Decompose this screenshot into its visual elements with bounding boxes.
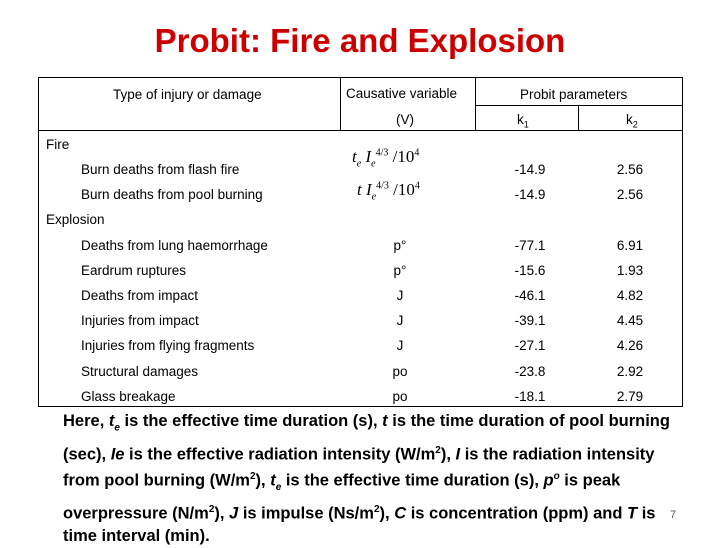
- explosion-row-5-injury: Injuries from flying fragments: [81, 338, 255, 353]
- explosion-row-4-variable: J: [396, 313, 404, 328]
- explosion-row-2-k2: 1.93: [616, 263, 644, 278]
- column-divider-1: [340, 77, 341, 130]
- explosion-row-7-injury: Glass breakage: [81, 389, 176, 404]
- fire-row-1-formula: $t_e$ $I_e^{4/3}$ $/10^4$: [352, 147, 420, 170]
- explosion-row-4-injury: Injuries from impact: [81, 313, 199, 328]
- fire-row-2-injury: Burn deaths from pool burning: [81, 187, 263, 202]
- explosion-row-3-k2: 4.82: [616, 288, 644, 303]
- explosion-row-2-injury: Eardrum ruptures: [81, 263, 187, 278]
- note-superscript: 2: [435, 444, 441, 456]
- k1-label: k: [517, 112, 524, 127]
- note-text: is concentration (ppm) and: [406, 504, 628, 523]
- explosion-row-5-k1: -27.1: [514, 338, 546, 353]
- note-superscript: 2: [373, 504, 380, 516]
- fire-row-1-k1: -14.9: [514, 162, 546, 177]
- explosion-row-4-k2: 4.45: [616, 313, 644, 328]
- note-var-Ie: I: [110, 445, 116, 464]
- note-var-Ie-e: e: [115, 445, 125, 464]
- note-var-te: t: [270, 471, 276, 490]
- note-sub-e: e: [114, 422, 120, 434]
- explosion-row-1-variable: p°: [393, 238, 407, 253]
- header-variable: Causative variable: [346, 86, 458, 101]
- k1-subscript: 1: [523, 119, 529, 130]
- explosion-row-5-variable: J: [396, 338, 404, 353]
- explosion-row-1-injury: Deaths from lung haemorrhage: [81, 238, 268, 253]
- note-text: is the effective time duration (s),: [281, 471, 544, 490]
- explosion-row-1-k2: 6.91: [616, 238, 644, 253]
- header-divider: [38, 130, 683, 131]
- explosion-row-3-variable: J: [396, 288, 404, 303]
- note-text: is the effective time duration (s),: [119, 412, 383, 430]
- slide-title: Probit: Fire and Explosion: [154, 22, 566, 59]
- note-text: is the effective radiation intensity (W/m: [124, 445, 436, 464]
- header-probit: Probit parameters: [520, 87, 628, 102]
- header-k2: [626, 112, 638, 130]
- explosion-row-6-k2: 2.92: [616, 364, 644, 379]
- explosion-row-2-k1: -15.6: [514, 263, 546, 278]
- header-k1: [517, 112, 529, 130]
- column-divider-3: [578, 105, 579, 130]
- header-variable-v: (V): [396, 112, 414, 127]
- note-text: ),: [255, 471, 271, 490]
- note-var-J: J: [229, 504, 239, 523]
- header-injury: Type of injury or damage: [113, 87, 262, 102]
- note-text: ),: [379, 504, 395, 523]
- page-number: 7: [670, 509, 677, 521]
- note-text: is impulse (Ns/m: [238, 504, 374, 523]
- note-text: is peak overpressure (N/m: [63, 471, 621, 523]
- definitions-note: [63, 410, 673, 548]
- fire-row-2-k2: 2.56: [616, 187, 644, 202]
- explosion-row-3-injury: Deaths from impact: [81, 288, 199, 303]
- explosion-row-7-k1: -18.1: [514, 389, 546, 404]
- note-var-I: I: [455, 445, 461, 464]
- explosion-row-2-variable: p°: [393, 263, 407, 278]
- section-explosion: Explosion: [46, 212, 105, 227]
- explosion-row-7-variable: po: [392, 389, 408, 404]
- note-var-T: T: [627, 504, 638, 523]
- note-sub-e: e: [275, 481, 282, 493]
- note-text: ),: [440, 445, 456, 464]
- note-text: is the radiation intensity from pool burning (W/m: [63, 445, 655, 490]
- probit-subheader-rule: [475, 105, 683, 106]
- fire-row-2-k1: -14.9: [514, 187, 546, 202]
- note-var-t: t: [382, 412, 388, 430]
- note-superscript: 2: [208, 504, 215, 516]
- k2-subscript: 2: [632, 119, 638, 130]
- explosion-row-6-injury: Structural damages: [81, 364, 199, 379]
- note-var-C: C: [394, 504, 407, 523]
- fire-row-2-formula: t $I_e^{4/3}$ $/10^4$: [357, 180, 420, 203]
- section-fire: Fire: [46, 137, 70, 152]
- explosion-row-6-k1: -23.8: [514, 364, 546, 379]
- explosion-row-4-k1: -39.1: [514, 313, 546, 328]
- explosion-row-6-variable: po: [392, 364, 408, 379]
- fire-row-1-injury: Burn deaths from flash fire: [81, 162, 240, 177]
- note-text: is the time duration of pool burning (sec),: [63, 412, 670, 464]
- note-sup-o: o: [553, 470, 560, 482]
- note-var-te: t: [108, 412, 115, 430]
- explosion-row-1-k1: -77.1: [514, 238, 546, 253]
- column-divider-2: [475, 77, 476, 130]
- note-text: is time interval (min).: [63, 504, 656, 546]
- explosion-row-3-k1: -46.1: [514, 288, 546, 303]
- fire-row-1-k2: 2.56: [616, 162, 644, 177]
- explosion-row-5-k2: 4.26: [616, 338, 644, 353]
- note-text: Here,: [63, 412, 109, 430]
- explosion-row-7-k2: 2.79: [616, 389, 644, 404]
- note-text: ),: [214, 504, 230, 523]
- k2-label: k: [626, 112, 633, 127]
- note-var-p: p: [543, 471, 554, 490]
- note-superscript: 2: [249, 470, 256, 482]
